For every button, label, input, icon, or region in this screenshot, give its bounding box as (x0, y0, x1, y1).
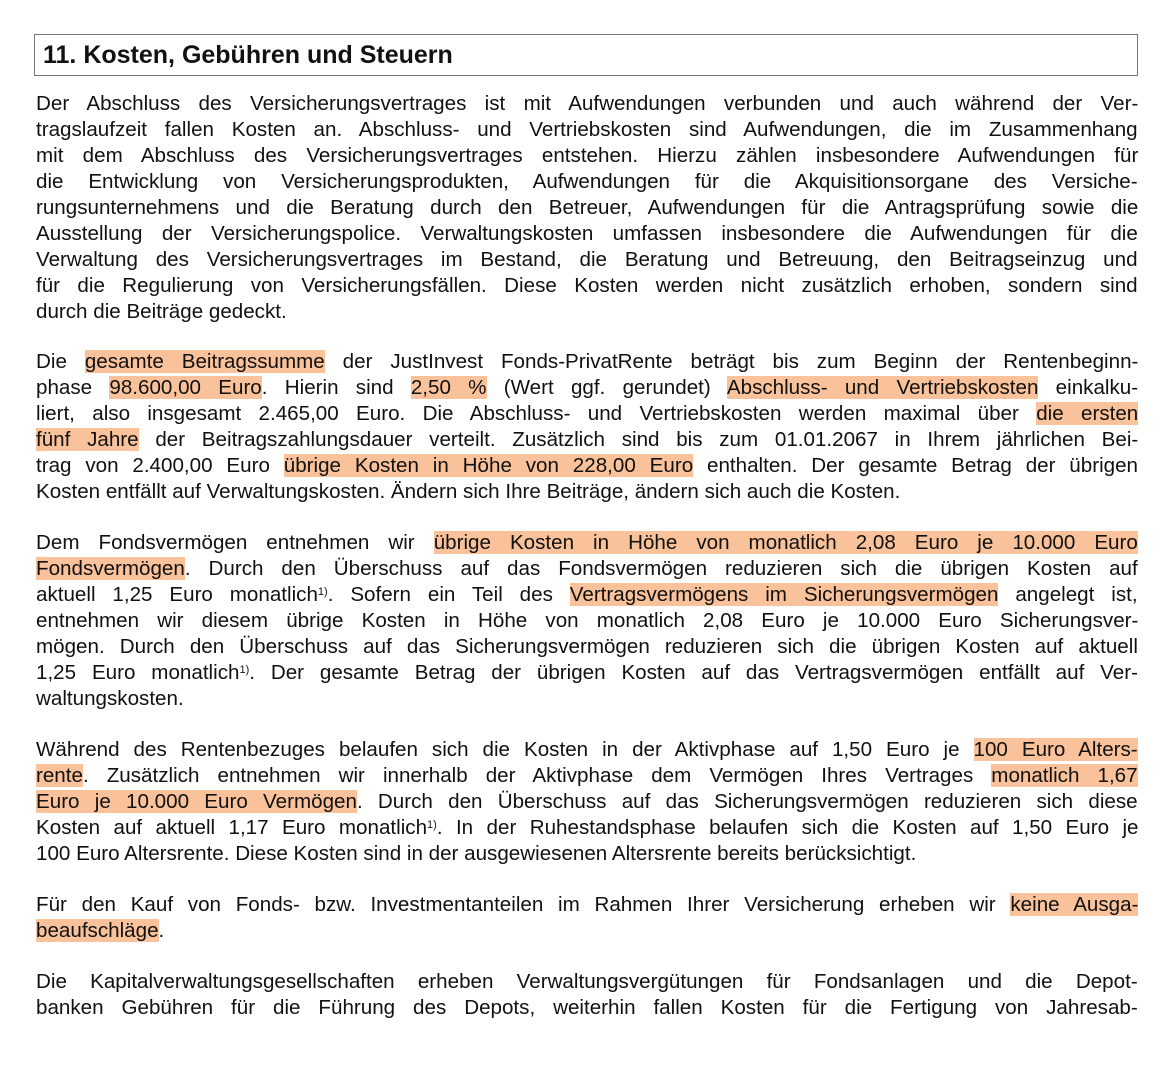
text-segment: 100 Euro Altersrente. Diese Kosten sind in der ausgewiesenen Altersrente bereits berücksichtigt. (36, 842, 917, 865)
text-line (36, 91, 1138, 117)
text-line (36, 582, 1138, 608)
highlighted-text: Vertragsvermögens im Sicherungsvermögen (569, 583, 999, 606)
text-segment: tragslaufzeit fallen Kosten an. Abschluss- und Vertriebskosten sind Aufwendungen, die im Zusammenhang (36, 118, 1138, 141)
highlighted-text: keine Ausga- (1010, 893, 1139, 916)
highlighted-text: Fondsvermögen (36, 557, 185, 580)
highlighted-text: monatlich 1,67 (991, 764, 1138, 787)
text-segment: . (158, 919, 165, 942)
text-segment: einkalku- (1038, 376, 1139, 399)
text-segment: Ausstellung der Versicherungspolice. Verwaltungskosten umfassen insbesondere die Aufwendungen für die (36, 222, 1138, 245)
text-line (36, 195, 1138, 221)
highlighted-text: fünf Jahre (36, 428, 139, 451)
footnote-marker: 1) (317, 586, 328, 598)
text-segment: rungsunternehmens und die Beratung durch den Betreuer, Aufwendungen für die Antragsprüfung sowie die (36, 196, 1139, 219)
text-segment: Der Abschluss des Versicherungsvertrages ist mit Aufwendungen verbunden und auch während der Ver- (36, 92, 1139, 115)
text-line (36, 221, 1138, 247)
text-line (36, 427, 1138, 453)
text-segment: Verwaltung des Versicherungsvertrages im Bestand, die Beratung und Betreuung, den Beitragseinzug und (36, 248, 1138, 271)
text-line (36, 995, 1138, 1021)
highlighted-text: gesamte Beitragssumme (84, 350, 325, 373)
text-segment: . Zusätzlich entnehmen wir innerhalb der Aktivphase dem Vermögen Ihres Vertrages (82, 764, 992, 787)
text-line (36, 763, 1138, 789)
text-line (36, 453, 1138, 479)
highlighted-text: beaufschläge (36, 919, 159, 942)
text-segment: Kosten auf aktuell 1,17 Euro monatlich (36, 816, 428, 839)
text-segment: . Hierin sind (261, 376, 411, 399)
text-line (36, 815, 1138, 841)
text-segment: . Durch den Überschuss auf das Sicherungsvermögen reduzieren sich diese (356, 790, 1138, 813)
text-line (36, 375, 1138, 401)
text-segment: banken Gebühren für die Führung des Depots, weiterhin fallen Kosten für die Fertigung von Jahresab- (36, 996, 1138, 1019)
text-line (36, 273, 1138, 299)
highlighted-text: übrige Kosten in Höhe von 228,00 Euro (283, 454, 694, 477)
text-segment: mögen. Durch den Überschuss auf das Sicherungsvermögen reduzieren sich die übrigen Kosten auf aktuell (36, 635, 1138, 658)
text-line (36, 634, 1138, 660)
text-line (36, 918, 164, 944)
highlighted-text: 98.600,00 Euro (109, 376, 262, 399)
text-segment: mit dem Abschluss des Versicherungsvertrages entstehen. Hierzu zählen insbesondere Aufwendungen für (36, 144, 1139, 167)
highlighted-text: Abschluss- und Vertriebskosten (726, 376, 1039, 399)
text-line (36, 299, 287, 325)
text-segment: . Der gesamte Betrag der übrigen Kosten auf das Vertragsvermögen entfällt auf Ver- (249, 661, 1138, 684)
text-segment: aktuell 1,25 Euro monatlich (36, 583, 318, 606)
highlighted-text: 100 Euro Alters- (973, 738, 1138, 761)
text-segment: Kosten entfällt auf Verwaltungskosten. Ändern sich Ihre Beiträge, ändern sich auch die Kosten. (36, 480, 901, 503)
footnote-marker: 1) (239, 664, 250, 676)
text-line (36, 530, 1138, 556)
text-segment: (Wert ggf. gerundet) (486, 376, 727, 399)
text-segment: Dem Fondsvermögen entnehmen wir (36, 531, 434, 554)
highlighted-text: die ersten (1036, 402, 1139, 425)
text-line (36, 686, 184, 712)
text-segment: der JustInvest Fonds-PrivatRente beträgt bis zum Beginn der Rentenbeginn- (324, 350, 1139, 373)
text-segment: . Sofern ein Teil des (327, 583, 570, 606)
text-line (36, 969, 1138, 995)
highlighted-text: übrige Kosten in Höhe von monatlich 2,08 Euro je 10.000 Euro (433, 531, 1138, 554)
text-segment: Die (36, 350, 85, 373)
text-segment: angelegt ist, (998, 583, 1138, 606)
text-segment: . Durch den Überschuss auf das Fondsvermögen reduzieren sich die übrigen Kosten auf (184, 557, 1138, 580)
text-segment: Für den Kauf von Fonds- bzw. Investmentanteilen im Rahmen Ihrer Versicherung erheben wir (36, 893, 1011, 916)
text-line (36, 169, 1138, 195)
text-line (36, 841, 916, 867)
text-line (36, 660, 1138, 686)
highlighted-text: 2,50 % (410, 376, 487, 399)
text-line (36, 143, 1138, 169)
text-segment: enthalten. Der gesamte Betrag der übrigen (693, 454, 1139, 477)
section-heading: 11. Kosten, Gebühren und Steuern (43, 41, 453, 69)
text-line (36, 479, 900, 505)
text-segment: für die Regulierung von Versicherungsfällen. Diese Kosten werden nicht zusätzlich erhoben, sondern sind (36, 274, 1138, 297)
section-heading-box (34, 34, 1138, 76)
text-line (36, 608, 1138, 634)
text-segment: phase (36, 376, 110, 399)
text-segment: die Entwicklung von Versicherungsprodukten, Aufwendungen für die Akquisitionsorgane des Versiche- (36, 170, 1138, 193)
text-line (36, 401, 1138, 427)
highlighted-text: rente (36, 764, 83, 787)
text-line (36, 349, 1138, 375)
text-line (36, 556, 1138, 582)
text-segment: liert, also insgesamt 2.465,00 Euro. Die Abschluss- und Vertriebskosten werden maximal über (36, 402, 1037, 425)
highlighted-text: Euro je 10.000 Euro Vermögen (36, 790, 357, 813)
text-segment: 1,25 Euro monatlich (36, 661, 240, 684)
text-line (36, 892, 1138, 918)
text-segment: trag von 2.400,00 Euro (36, 454, 284, 477)
text-line (36, 737, 1138, 763)
text-segment: der Beitragszahlungsdauer verteilt. Zusätzlich sind bis zum 01.01.2067 in Ihrem jährlichen Bei- (138, 428, 1139, 451)
text-segment: . In der Ruhestandsphase belaufen sich die Kosten auf 1,50 Euro je (436, 816, 1139, 839)
text-segment: Während des Rentenbezuges belaufen sich die Kosten in der Aktivphase auf 1,50 Euro je (36, 738, 974, 761)
text-segment: Die Kapitalverwaltungsgesellschaften erheben Verwaltungsvergütungen für Fondsanlagen und die Depot- (36, 970, 1138, 993)
footnote-marker: 1) (427, 819, 437, 831)
text-segment: durch die Beiträge gedeckt. (36, 300, 287, 323)
text-line (36, 789, 1138, 815)
text-segment: waltungskosten. (36, 687, 184, 710)
text-segment: entnehmen wir diesem übrige Kosten in Höhe von monatlich 2,08 Euro je 10.000 Euro Sicherungsver- (36, 609, 1139, 632)
text-line (36, 247, 1138, 273)
text-line (36, 117, 1138, 143)
